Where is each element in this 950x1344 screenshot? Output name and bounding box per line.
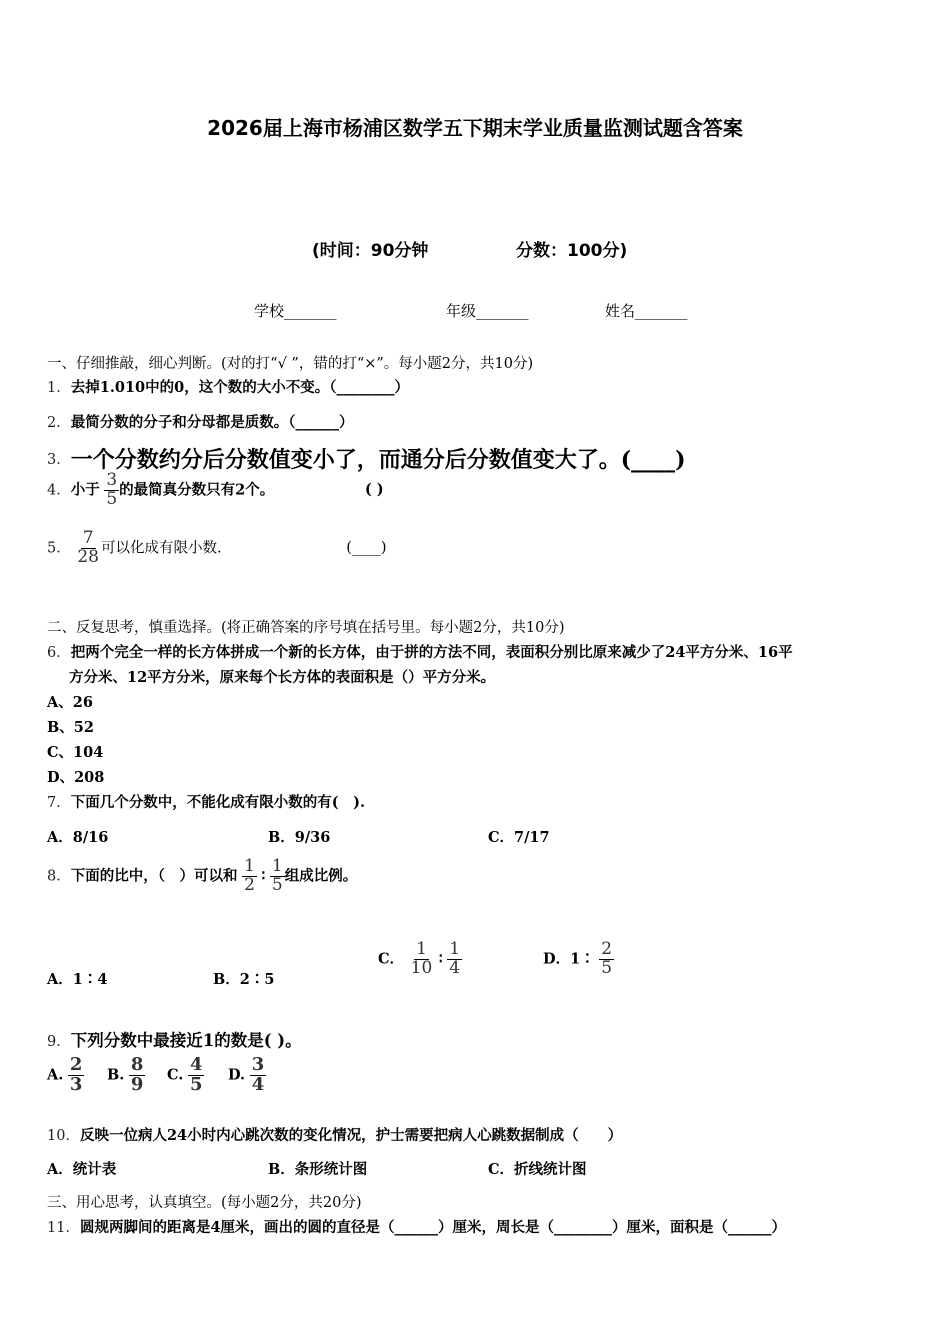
q10-option-c[interactable]: C．折线统计图 <box>488 1161 587 1178</box>
q4-number: 4． <box>47 482 71 499</box>
score-label: 分数：100分) <box>516 241 628 261</box>
q9-d-den: 4 <box>251 1073 265 1095</box>
q5-post: 可以化成有限小数. <box>100 540 222 557</box>
question-11 <box>47 1216 786 1237</box>
q10-number: 10． <box>47 1128 80 1144</box>
question-7 <box>47 791 365 812</box>
q4-blank: ( ) <box>364 481 384 499</box>
q1-number: 1． <box>47 380 71 396</box>
name-field: 姓名_______ <box>605 302 688 320</box>
q8-option-b[interactable]: B．2∶5 <box>213 971 275 988</box>
q8-option-d-label: D．1∶ <box>543 950 595 968</box>
q2-text: 最简分数的分子和分母都是质数。（______） <box>70 414 354 431</box>
q8-option-a[interactable]: A．1∶4 <box>47 971 108 988</box>
q4-post: 的最简真分数只有2个。 <box>119 481 275 499</box>
q5-number: 5． <box>47 540 71 557</box>
q11-number: 11． <box>47 1220 80 1236</box>
q3-text: 一个分数约分后分数值变小了，而通分后分数值变大了。(____) <box>70 447 686 473</box>
q6-number: 6． <box>47 645 71 661</box>
q4-frac-den: 5 <box>106 488 118 509</box>
section1-heading: 一、仔细推敲，细心判断。(对的打“√ ”，错的打“×”。每小题2分，共10分) <box>47 356 534 372</box>
q9-text: 下列分数中最接近1的数是( )。 <box>70 1031 302 1050</box>
q7-option-b[interactable]: B．9/36 <box>268 829 331 846</box>
q8-d-f-den: 5 <box>601 957 613 978</box>
q10-text: 反映一位病人24小时内心跳次数的变化情况，护士需要把病人心跳数据制成（ ） <box>79 1127 623 1144</box>
q7-option-c[interactable]: C．7/17 <box>488 829 550 846</box>
question-10 <box>47 1124 622 1145</box>
q8-pre: 下面的比中，（ ）可以和 <box>70 867 238 885</box>
q8-d-f-num: 2 <box>601 939 613 959</box>
q8-post: 组成比例。 <box>284 867 358 885</box>
q8-option-c-label: C． <box>378 950 405 968</box>
q5-frac-den: 28 <box>77 546 99 567</box>
q9-c-num: 4 <box>189 1054 203 1075</box>
q9-option-c[interactable] <box>167 1056 204 1095</box>
q7-number: 7． <box>47 795 71 811</box>
q9-option-d-fraction <box>250 1056 267 1095</box>
q9-option-b[interactable] <box>107 1056 145 1095</box>
q8-option-c-colon: ∶ <box>438 950 443 968</box>
q10-option-b[interactable]: B．条形统计图 <box>268 1161 368 1178</box>
q9-a-num: 2 <box>69 1054 83 1075</box>
section2-heading: 二、反复思考，慎重选择。(将正确答案的序号填在括号里。每小题2分，共10分) <box>47 620 565 636</box>
q8-number: 8． <box>47 868 71 885</box>
q6-option-c[interactable]: C、104 <box>47 744 104 761</box>
q7-text: 下面几个分数中，不能化成有限小数的有( ). <box>70 794 366 811</box>
q6-line1: 把两个完全一样的长方体拼成一个新的长方体，由于拼的方法不同，表面积分别比原来减少了24平方分米、16平 <box>70 644 793 661</box>
q9-c-den: 5 <box>189 1073 203 1095</box>
q9-a-den: 3 <box>69 1073 83 1095</box>
q2-number: 2． <box>47 415 71 431</box>
q6-option-b[interactable]: B、52 <box>47 719 94 736</box>
q5-frac-num: 7 <box>82 528 94 548</box>
q8-f2-den: 5 <box>271 874 283 895</box>
q8-option-d-fraction <box>599 941 614 978</box>
question-8 <box>47 858 357 895</box>
school-field: 学校_______ <box>254 302 337 320</box>
question-6 <box>47 641 793 662</box>
q8-fraction-1 <box>242 858 257 895</box>
section3-heading: 三、用心思考，认真填空。(每小题2分，共20分) <box>47 1195 362 1211</box>
q8-option-d[interactable] <box>543 941 614 978</box>
q5-blank: (____) <box>346 540 387 557</box>
q7-option-a[interactable]: A．8/16 <box>47 829 109 846</box>
q9-option-a[interactable] <box>47 1056 84 1095</box>
q6-line2: 方分米、12平方分米，原来每个长方体的表面积是（）平方分米。 <box>69 669 496 686</box>
q9-d-num: 3 <box>251 1054 265 1075</box>
q8-option-c-fraction-2 <box>447 941 462 978</box>
q6-option-a[interactable]: A、26 <box>47 694 93 711</box>
q8-c-f2-num: 1 <box>449 939 461 959</box>
grade-field: 年级_______ <box>446 302 529 320</box>
page-title: 2026届上海市杨浦区数学五下期末学业质量监测试题含答案 <box>207 116 743 140</box>
q8-c-f1-num: 1 <box>416 939 427 959</box>
question-5 <box>47 530 387 567</box>
question-9 <box>47 1027 302 1051</box>
q8-f1-num: 1 <box>244 856 255 876</box>
q9-option-a-label: A. <box>47 1066 64 1084</box>
question-1 <box>47 376 409 397</box>
q9-number: 9． <box>47 1034 71 1050</box>
q11-text: 圆规两脚间的距离是4厘米，画出的圆的直径是（______）厘米，周长是（________）厘米，面积是（______） <box>79 1219 787 1236</box>
q9-b-num: 8 <box>130 1054 144 1075</box>
q6-option-d[interactable]: D、208 <box>47 769 105 786</box>
q9-option-b-label: B. <box>107 1066 125 1084</box>
q9-b-den: 9 <box>130 1073 144 1095</box>
q4-pre: 小于 <box>70 481 100 499</box>
q8-f1-den: 2 <box>244 874 255 895</box>
q4-fraction <box>104 472 119 509</box>
q9-option-d[interactable] <box>228 1056 266 1095</box>
q8-c-f2-den: 4 <box>449 957 461 978</box>
q8-option-c[interactable] <box>378 941 462 978</box>
q8-c-f1-den: 10 <box>410 957 433 978</box>
q9-option-b-fraction <box>129 1056 146 1095</box>
question-3 <box>47 443 686 474</box>
q1-text: 去掉1.010中的0，这个数的大小不变。（________） <box>70 379 409 396</box>
time-label: (时间：90分钟 <box>312 241 429 261</box>
q8-colon: ∶ <box>261 867 266 885</box>
q8-f2-num: 1 <box>271 856 283 876</box>
q9-option-d-label: D. <box>228 1066 246 1084</box>
q3-number: 3． <box>47 452 71 468</box>
q9-option-c-fraction <box>188 1056 205 1095</box>
q8-option-c-fraction-1 <box>409 941 435 978</box>
question-4 <box>47 472 384 509</box>
q9-option-a-fraction <box>68 1056 85 1095</box>
q9-option-c-label: C. <box>167 1066 184 1084</box>
q8-fraction-2 <box>270 858 285 895</box>
q10-option-a[interactable]: A．统计表 <box>47 1161 117 1178</box>
question-2 <box>47 411 353 432</box>
q5-fraction <box>75 530 101 567</box>
q4-frac-num: 3 <box>106 470 118 490</box>
